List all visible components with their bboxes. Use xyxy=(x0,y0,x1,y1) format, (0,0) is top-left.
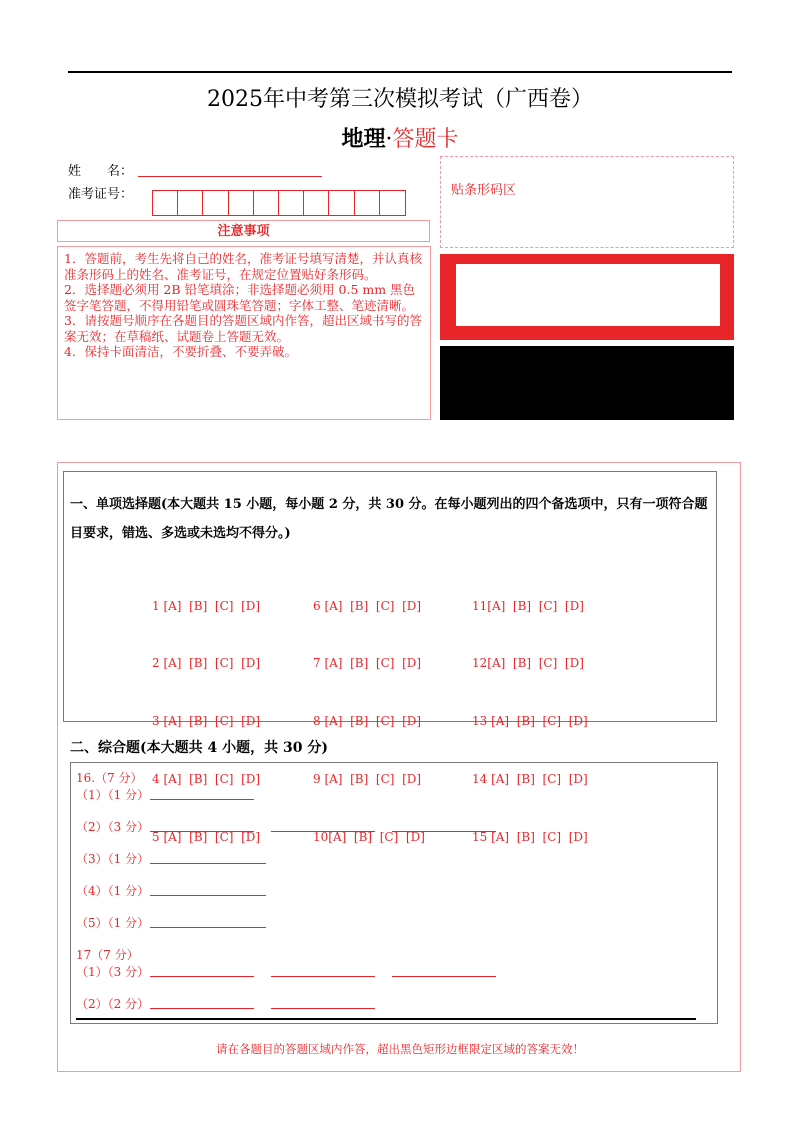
card-label: 答题卡 xyxy=(392,127,459,152)
answer-line[interactable] xyxy=(150,1008,254,1009)
absent-mark-box xyxy=(440,254,734,340)
id-digit-box[interactable] xyxy=(304,191,329,215)
q17-heading: 17（7 分） xyxy=(76,948,139,962)
barcode-label: 贴条形码区 xyxy=(451,183,517,198)
bottom-rule xyxy=(76,1018,696,1020)
choice-row[interactable]: 10[A] [B] [C] [D] xyxy=(313,830,425,845)
exam-id-boxes[interactable] xyxy=(152,190,406,216)
id-digit-box[interactable] xyxy=(279,191,304,215)
barcode-area[interactable] xyxy=(440,156,734,248)
choice-row[interactable]: 9 [A] [B] [C] [D] xyxy=(313,772,422,787)
q16-part-2: （2）（3 分） xyxy=(76,820,150,834)
choice-row[interactable]: 5 [A] [B] [C] [D] xyxy=(152,830,261,845)
answer-line[interactable] xyxy=(150,799,254,800)
id-label: 准考证号： xyxy=(68,187,134,202)
comprehensive-section-title: 二、综合题(本大题共 4 小题，共 30 分) xyxy=(70,740,328,756)
id-digit-box[interactable] xyxy=(329,191,354,215)
q17-part-2: （2）（2 分） xyxy=(76,997,150,1011)
answer-line[interactable] xyxy=(392,976,496,977)
id-digit-box[interactable] xyxy=(380,191,405,215)
q17-part-1: （1）（3 分） xyxy=(76,965,150,979)
answer-line[interactable] xyxy=(150,976,254,977)
choice-row[interactable]: 13 [A] [B] [C] [D] xyxy=(472,714,588,729)
choice-section-title: 一、单项选择题(本大题共 15 小题，每小题 2 分，共 30 分。在每小题列出的四个备选项中，只有一项符合题目要求，错选、多选或未选均不得分。) xyxy=(70,497,708,541)
notice-item: 3．请按题号顺序在各题目的答题区域内作答，超出区域书写的答案无效；在草稿纸、试题卷上答题无效。 xyxy=(64,313,422,344)
black-block xyxy=(440,346,734,420)
name-field[interactable] xyxy=(138,176,322,177)
answer-line[interactable] xyxy=(392,831,496,832)
notice-item: 2．选择题必须用 2B 铅笔填涂；非选择题必须用 0.5 mm 黑色签字笔答题，不得用铅笔或圆珠笔答题；字体工整、笔迹清晰。 xyxy=(64,282,416,313)
choice-row[interactable]: 15 [A] [B] [C] [D] xyxy=(472,830,588,845)
answer-line[interactable] xyxy=(271,831,375,832)
answer-line[interactable] xyxy=(150,927,266,928)
q16-part-5: （5）（1 分） xyxy=(76,916,150,930)
q16-part-3: （3）（1 分） xyxy=(76,852,150,866)
q16-part-1: （1）（1 分） xyxy=(76,788,150,802)
id-digit-box[interactable] xyxy=(254,191,279,215)
choice-row[interactable]: 4 [A] [B] [C] [D] xyxy=(152,772,261,787)
id-digit-box[interactable] xyxy=(229,191,254,215)
q16-part-4: （4）（1 分） xyxy=(76,884,150,898)
notice-item: 1．答题前，考生先将自己的姓名，准考证号填写清楚，并认真核准条形码上的姓名、准考证号，在规定位置贴好条形码。 xyxy=(64,251,422,282)
subject-label: 地理 xyxy=(341,126,386,152)
choice-row[interactable]: 6 [A] [B] [C] [D] xyxy=(313,598,422,613)
comprehensive-section-box xyxy=(70,762,718,1024)
choice-row[interactable]: 7 [A] [B] [C] [D] xyxy=(313,656,422,671)
title-dot: · xyxy=(385,127,393,152)
notice-item: 4．保持卡面清洁，不要折叠、不要弄破。 xyxy=(64,344,297,359)
choice-row[interactable]: 2 [A] [B] [C] [D] xyxy=(152,656,261,671)
absent-mark-inner xyxy=(456,264,720,326)
card-title xyxy=(0,122,800,153)
answer-line[interactable] xyxy=(271,976,375,977)
answer-line[interactable] xyxy=(150,895,266,896)
choice-row[interactable]: 1 [A] [B] [C] [D] xyxy=(152,598,261,613)
id-digit-box[interactable] xyxy=(203,191,228,215)
answer-line[interactable] xyxy=(271,1008,375,1009)
exam-title: 2025年中考第三次模拟考试（广西卷） xyxy=(207,87,593,112)
id-digit-box[interactable] xyxy=(178,191,203,215)
choice-row[interactable]: 14 [A] [B] [C] [D] xyxy=(472,772,588,787)
id-digit-box[interactable] xyxy=(355,191,380,215)
answer-line[interactable] xyxy=(150,863,266,864)
notice-body xyxy=(57,246,431,420)
choice-row[interactable]: 8 [A] [B] [C] [D] xyxy=(313,714,422,729)
answer-line[interactable] xyxy=(150,831,254,832)
choice-row[interactable]: 12[A] [B] [C] [D] xyxy=(472,656,584,671)
choice-row[interactable]: 3 [A] [B] [C] [D] xyxy=(152,714,261,729)
q16-heading: 16.（7 分） xyxy=(76,771,143,785)
choice-row[interactable]: 11[A] [B] [C] [D] xyxy=(472,598,584,613)
name-label: 姓 名： xyxy=(68,164,134,179)
footer-note: 请在各题目的答题区域内作答，超出黑色矩形边框限定区域的答案无效！ xyxy=(216,1042,584,1056)
notice-heading: 注意事项 xyxy=(57,220,430,242)
top-rule xyxy=(68,71,732,73)
id-digit-box[interactable] xyxy=(153,191,178,215)
